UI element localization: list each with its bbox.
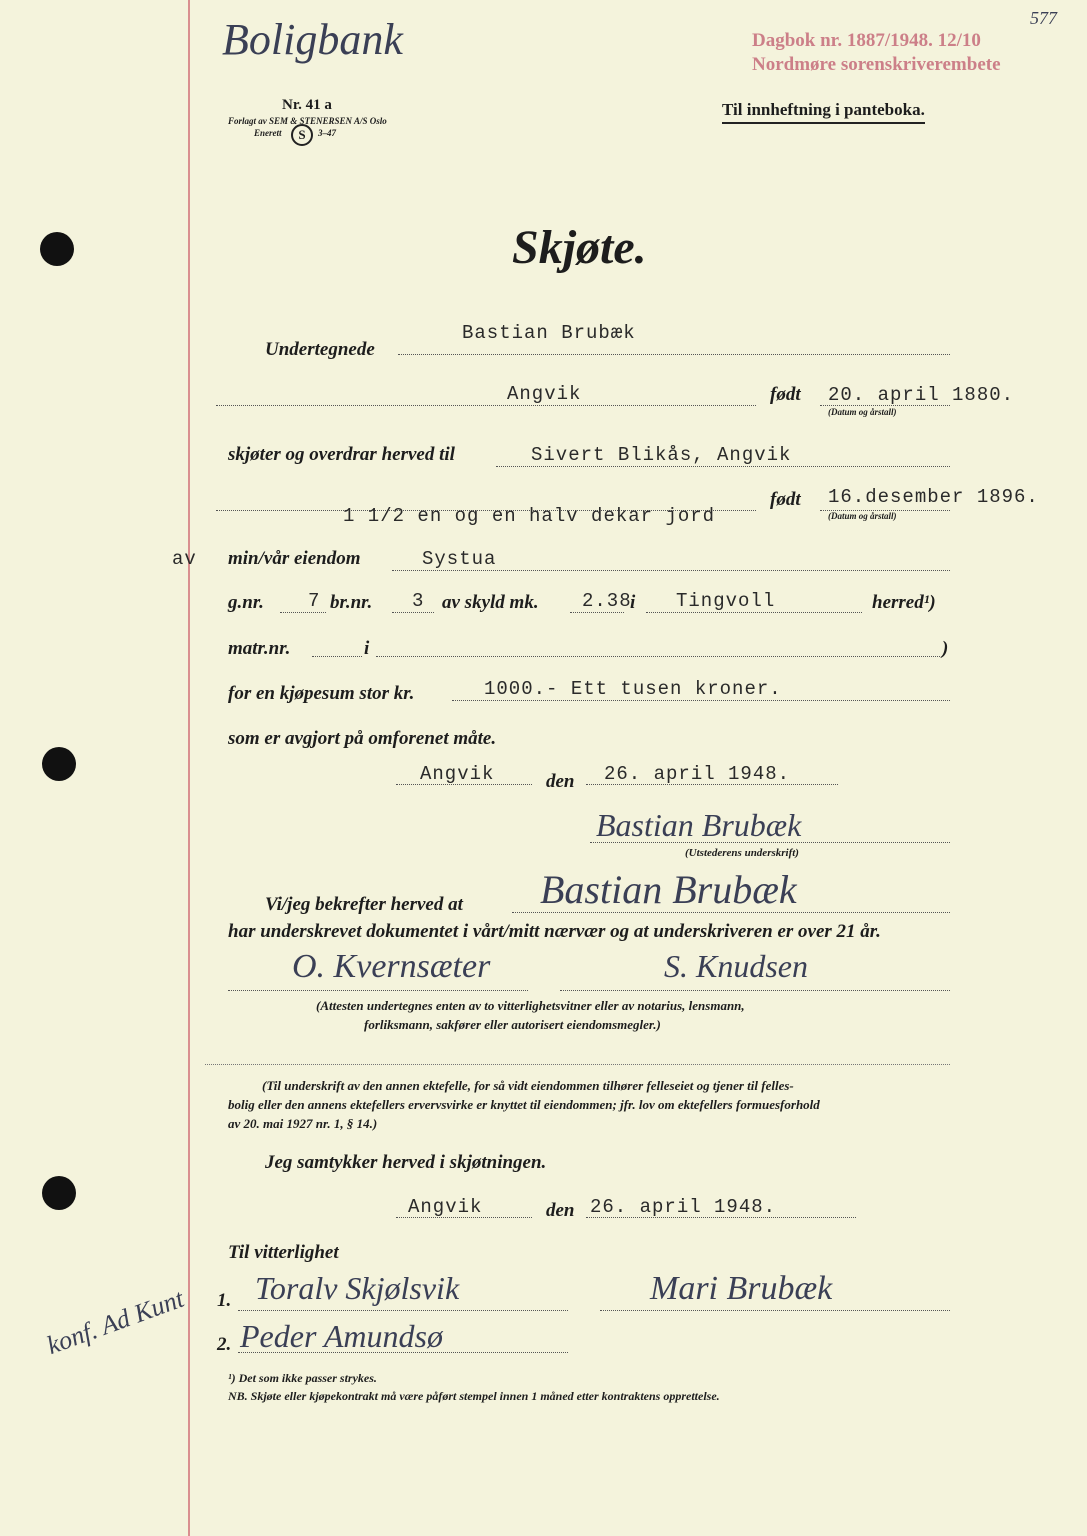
publisher-line: Forlagt av SEM & STENERSEN A/S Oslo [228, 116, 387, 126]
skyld-line [570, 612, 624, 613]
matr-line [312, 656, 362, 657]
date-2-line [586, 1217, 856, 1218]
eiendom-line [392, 570, 950, 571]
eiendom-value: Systua [422, 548, 497, 570]
samtykker-text: Jeg samtykker herved i skjøtningen. [265, 1152, 547, 1173]
date-1-line [586, 784, 838, 785]
portion-line: 1 1/2 en og en halv dekar jord [343, 505, 716, 527]
witness-2-signature: Peder Amundsø [240, 1318, 443, 1354]
seller-born-line [820, 405, 950, 406]
avgjort-text: som er avgjort på omforenet måte. [228, 728, 497, 749]
signature-2: Bastian Brubæk [540, 867, 797, 912]
kjopesum-label: for en kjøpesum stor kr. [228, 683, 415, 704]
witness-b-line [560, 990, 950, 991]
den-label-2: den [546, 1200, 575, 1221]
skyld-value: 2.38 [582, 590, 632, 612]
seller-born: 20. april 1880. [828, 384, 1015, 406]
fodt-label-1: født [770, 384, 801, 405]
witness-signature-b: S. Knudsen [664, 948, 808, 984]
place-2-line [396, 1217, 532, 1218]
binding-note: Til innheftning i panteboka. [722, 100, 925, 124]
vitterlighet-label: Til vitterlighet [228, 1242, 339, 1263]
matr-i-line [376, 656, 940, 657]
place-2: Angvik [408, 1196, 483, 1218]
witness-a-line [228, 990, 528, 991]
date-2: 26. april 1948. [590, 1196, 777, 1218]
seller-line [216, 405, 756, 406]
vi-bekrefter: Vi/jeg bekrefter herved at [265, 894, 463, 915]
witness-signature-a: O. Kvernsæter [292, 948, 491, 985]
den-label-1: den [546, 771, 575, 792]
fodt-label-2: født [770, 489, 801, 510]
buyer-born: 16.desember 1896. [828, 486, 1039, 508]
utsteder-note: (Utstederens underskrift) [685, 847, 799, 859]
underskrevet-line: har underskrevet dokumentet i vårt/mitt nærvær og at underskriveren er over 21 år. [228, 921, 881, 942]
brnr-line [392, 612, 434, 613]
matr-i: i [364, 638, 370, 659]
datum-note-1: (Datum og årstall) [828, 407, 897, 417]
brnr-label: br.nr. [330, 592, 373, 613]
spouse-signature: Mari Brubæk [650, 1270, 833, 1307]
form-number: Nr. 41 a [282, 97, 332, 113]
undertegnede-line [398, 354, 950, 355]
date-1: 26. april 1948. [604, 763, 791, 785]
herred-label: herred¹) [872, 592, 936, 613]
spouse-note-2: bolig eller den annens ektefellers ervervsvirke er knyttet til eiendommen; jfr. lov om ektefellers formuesforhold [228, 1097, 820, 1112]
seller-place: Angvik [507, 383, 582, 405]
kjopesum-line [452, 700, 950, 701]
herred-value: Tingvoll [676, 590, 776, 612]
publisher-enerett: Enerett [254, 128, 282, 138]
page-number: 577 [1030, 8, 1057, 28]
eiendom-label: min/vår eiendom [228, 548, 361, 569]
witness-1-line [238, 1310, 568, 1311]
i-label: i [630, 592, 636, 613]
spouse-note-1: (Til underskrift av den annen ektefelle, for så vidt eiendommen tilhører felleseiet og tjener til felles- [262, 1078, 794, 1093]
punch-hole-top [40, 232, 74, 266]
spouse-line [600, 1310, 950, 1311]
dagbok-stamp: Dagbok nr. 1887/1948. 12/10 [752, 30, 981, 51]
kjopesum-value: 1000.- Ett tusen kroner. [484, 678, 782, 700]
signature-2-line [512, 912, 950, 913]
margin-note: konf. Ad Kunt [43, 1283, 188, 1361]
publisher-date: 3–47 [318, 128, 336, 138]
attest-note-1: (Attesten undertegnes enten av to vitterlighetsvitner eller av notarius, lensmann, [316, 998, 745, 1013]
signature-1: Bastian Brubæk [596, 807, 802, 843]
document-title: Skjøte. [512, 221, 647, 274]
gnr-label: g.nr. [228, 592, 264, 613]
gnr-line [280, 612, 326, 613]
av-margin: av [172, 548, 197, 570]
office-stamp: Nordmøre sorenskriverembete [752, 54, 1001, 75]
separator-line [205, 1064, 950, 1065]
datum-note-2: (Datum og årstall) [828, 511, 897, 521]
punch-hole-middle [42, 747, 76, 781]
buyer-line [496, 466, 950, 467]
herred-line [646, 612, 862, 613]
footnote-2: NB. Skjøte eller kjøpekontrakt må være påført stempel innen 1 måned etter kontraktens opprettelse. [228, 1389, 720, 1403]
gnr-value: 7 [308, 590, 321, 612]
spouse-note-3: av 20. mai 1927 nr. 1, § 14.) [228, 1116, 378, 1131]
undertegnede-value: Bastian Brubæk [462, 322, 636, 344]
witness-1-signature: Toralv Skjølsvik [255, 1270, 460, 1306]
skjoter-label: skjøter og overdrar herved til [228, 444, 455, 465]
place-1-line [396, 784, 532, 785]
skyld-label: av skyld mk. [442, 592, 539, 613]
brnr-value: 3 [412, 590, 425, 612]
matr-label: matr.nr. [228, 638, 291, 659]
undertegnede-label: Undertegnede [265, 339, 375, 360]
matr-close: ) [942, 638, 949, 659]
punch-hole-bottom [42, 1176, 76, 1210]
publisher-logo-icon: S [291, 124, 313, 146]
footnote-1: ¹) Det som ikke passer strykes. [228, 1371, 377, 1385]
handwritten-title: Boligbank [222, 15, 403, 64]
witness-2-line [238, 1352, 568, 1353]
attest-note-2: forliksmann, sakfører eller autorisert eiendomsmegler.) [364, 1017, 661, 1032]
witness-1-number: 1. [217, 1290, 232, 1311]
buyer-name: Sivert Blikås, Angvik [531, 444, 792, 466]
signature-1-line [590, 842, 950, 843]
witness-2-number: 2. [217, 1334, 232, 1355]
place-1: Angvik [420, 763, 495, 785]
